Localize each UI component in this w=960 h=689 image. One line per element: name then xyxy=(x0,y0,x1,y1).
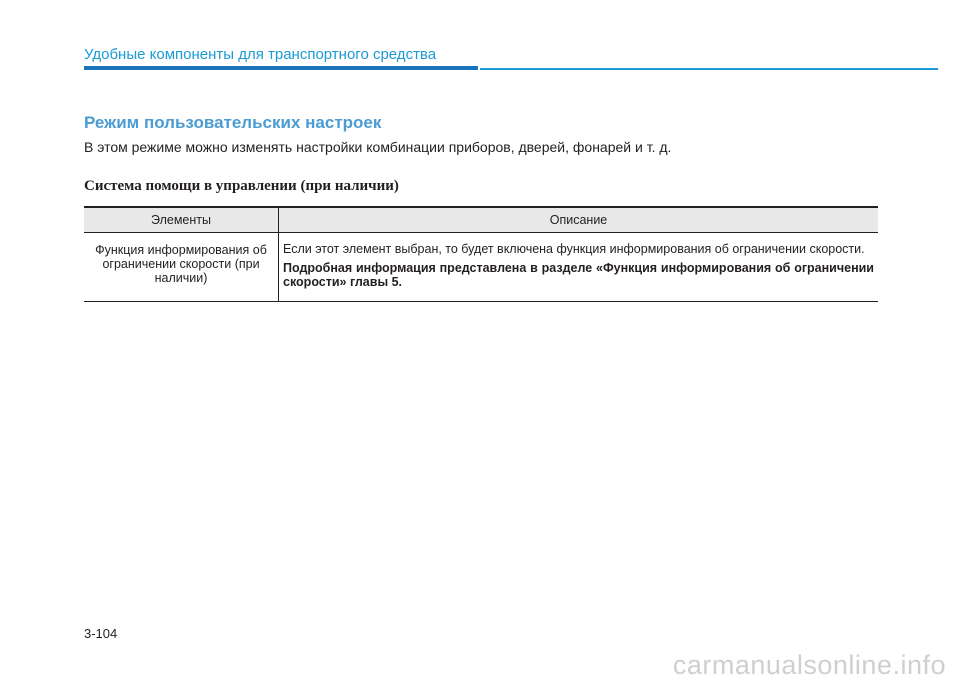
row-description-cell xyxy=(279,233,879,302)
watermark-text: carmanualsonline.info xyxy=(672,650,946,680)
table-row xyxy=(84,233,878,302)
column-header-description: Описание xyxy=(279,207,879,233)
table-header-row xyxy=(84,207,878,233)
row-description-text: Если этот элемент выбран, то будет включена функция информирования об ограничении скорости. xyxy=(283,242,865,256)
chapter-header-title: Удобные компоненты для транспортного средства xyxy=(84,46,437,63)
page-number: 3-104 xyxy=(84,626,118,641)
header-accent-bar xyxy=(84,66,478,70)
subsection-title: Система помощи в управлении (при наличии) xyxy=(84,178,399,194)
settings-table xyxy=(84,206,878,302)
row-description-note: Подробная информация представлена в разделе «Функция информирования об ограничении скорости» главы 5. xyxy=(283,261,874,289)
section-title: Режим пользовательских настроек xyxy=(84,113,382,132)
header-divider-line xyxy=(480,68,938,70)
row-element-cell: Функция информирования об ограничении скорости (при наличии) xyxy=(84,233,279,302)
column-header-elements: Элементы xyxy=(84,207,279,233)
section-intro-text: В этом режиме можно изменять настройки комбинации приборов, дверей, фонарей и т. д. xyxy=(84,139,672,155)
